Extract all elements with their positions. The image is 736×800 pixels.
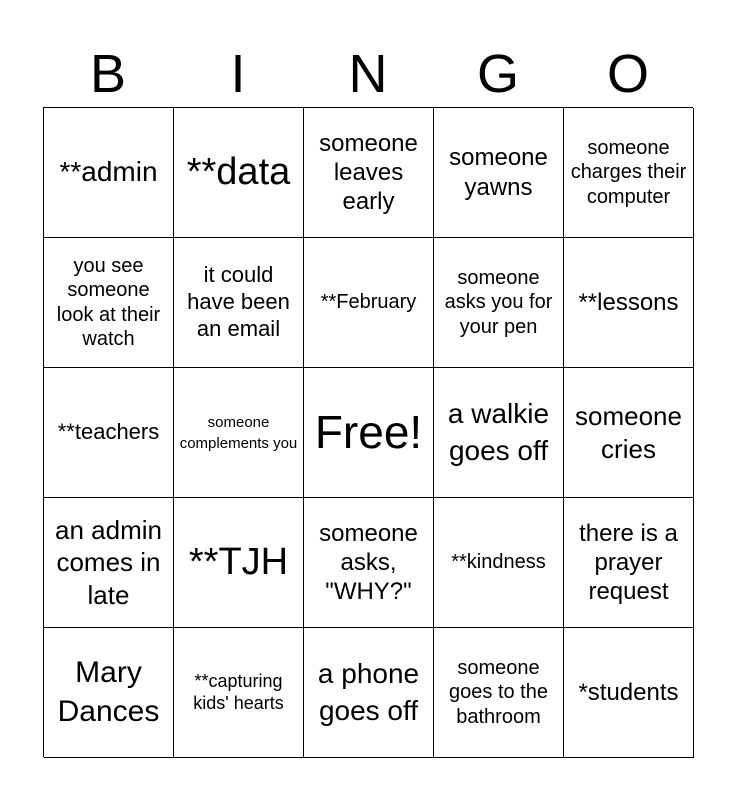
- bingo-cell-free[interactable]: Free!: [304, 368, 434, 498]
- bingo-cell[interactable]: **teachers: [44, 368, 174, 498]
- bingo-board: [43, 107, 693, 757]
- bingo-cell[interactable]: **lessons: [564, 238, 694, 368]
- bingo-cell[interactable]: there is a prayer request: [564, 498, 694, 628]
- bingo-cell[interactable]: **data: [174, 108, 304, 238]
- bingo-cell[interactable]: it could have been an email: [174, 238, 304, 368]
- bingo-cell[interactable]: Mary Dances: [44, 628, 174, 758]
- header-letter-g: G: [476, 44, 519, 104]
- bingo-cell[interactable]: someone asks you for your pen: [434, 238, 564, 368]
- bingo-cell[interactable]: someone cries: [564, 368, 694, 498]
- bingo-header: [43, 42, 693, 106]
- bingo-cell[interactable]: **admin: [44, 108, 174, 238]
- bingo-cell[interactable]: a walkie goes off: [434, 368, 564, 498]
- bingo-cell[interactable]: someone complements you: [174, 368, 304, 498]
- bingo-cell[interactable]: someone yawns: [434, 108, 564, 238]
- bingo-cell[interactable]: someone leaves early: [304, 108, 434, 238]
- bingo-cell[interactable]: an admin comes in late: [44, 498, 174, 628]
- bingo-cell[interactable]: **capturing kids' hearts: [174, 628, 304, 758]
- bingo-cell[interactable]: you see someone look at their watch: [44, 238, 174, 368]
- bingo-cell[interactable]: **TJH: [174, 498, 304, 628]
- bingo-cell[interactable]: someone asks, "WHY?": [304, 498, 434, 628]
- header-letter-n: N: [348, 44, 388, 104]
- header-letter-i: I: [230, 44, 246, 104]
- header-letter-o: O: [606, 44, 649, 104]
- bingo-cell[interactable]: *students: [564, 628, 694, 758]
- bingo-cell[interactable]: a phone goes off: [304, 628, 434, 758]
- bingo-cell[interactable]: someone goes to the bathroom: [434, 628, 564, 758]
- bingo-cell[interactable]: **February: [304, 238, 434, 368]
- bingo-cell[interactable]: **kindness: [434, 498, 564, 628]
- header-letter-b: B: [89, 44, 127, 104]
- bingo-cell[interactable]: someone charges their computer: [564, 108, 694, 238]
